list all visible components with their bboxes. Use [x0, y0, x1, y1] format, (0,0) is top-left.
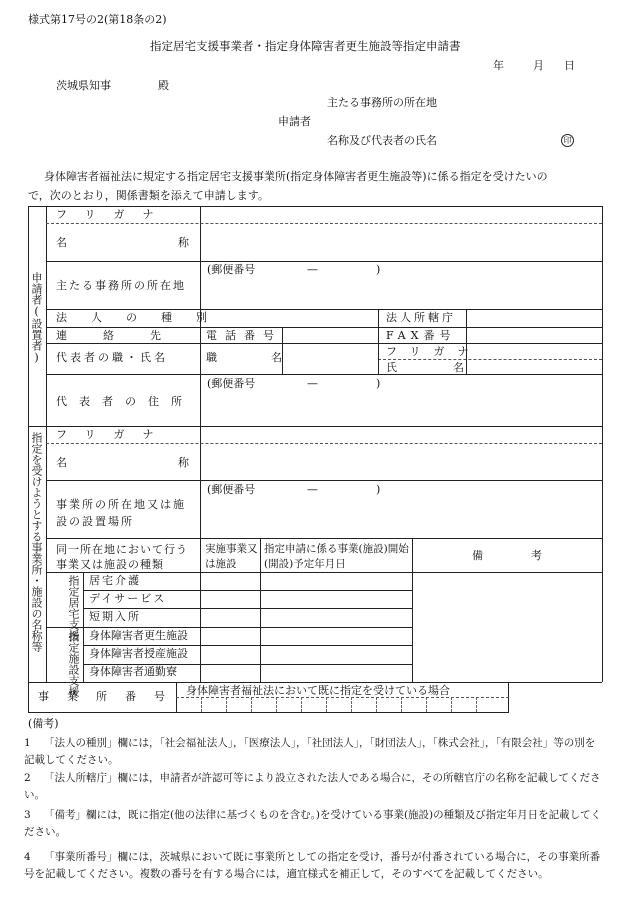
facility-furigana-label: フリガナ	[56, 428, 172, 441]
furigana-label: フリガナ	[56, 208, 172, 221]
facility-item-1: 身体障害者更生施設	[89, 629, 188, 642]
corp-authority-label: 法人所轄庁	[386, 311, 456, 324]
intro-line-2: で，次のとおり，関係書類を添えて申請します。	[28, 189, 269, 202]
rep-title-name-label: 代表者の職・氏名	[56, 351, 168, 364]
postal-close-2: )	[376, 377, 381, 390]
postal-dash-2: —	[307, 377, 318, 390]
notes-heading: (備考)	[28, 717, 59, 730]
note-2-number: 2	[24, 772, 31, 784]
home-item-3: 短期入所	[89, 610, 141, 623]
contact-label: 連絡先	[56, 329, 197, 342]
category-home: 指定居宅支援	[67, 575, 80, 641]
already-designated-label: 身体障害者福祉法において既に指定を受けている場合	[186, 684, 450, 697]
corp-type-label: 法人の種別	[56, 311, 231, 324]
note-4-number: 4	[24, 851, 31, 863]
note-1: 1 「法人の種別」欄には，「社会福祉法人」，「医療法人」，「社団法人」，「財団法人」，「株式会社」，「有限会社」等の別を記載してください。	[24, 737, 596, 766]
remarks-label: 備考	[472, 549, 590, 562]
postal-close-1: )	[376, 263, 381, 276]
facility-name-label: 名称	[56, 456, 300, 469]
rep-address-label: 代表者の住所	[56, 395, 194, 408]
tel-label: 電話番号	[206, 329, 282, 342]
same-location-label: 同一所在地において行う事業又は施設の種類	[56, 543, 188, 571]
name-label: 名称	[56, 236, 300, 249]
date-year: 年	[493, 59, 504, 72]
main-office-label: 主たる事務所の所在地	[56, 279, 186, 292]
postal-dash-3: —	[307, 483, 318, 496]
fax-label: FAX番号	[386, 329, 456, 342]
honorific: 殿	[158, 79, 169, 92]
note-3: 3 「備考」欄には，既に指定(他の法律に基づくものを含む。)を受けている事業(施設)の種類及び指定年月日を記載してください。	[24, 809, 602, 838]
postal-dash-1: —	[307, 263, 318, 276]
postal-close-3: )	[376, 483, 381, 496]
postal-label-2: (郵便番号	[207, 377, 256, 390]
furigana-label-2: フリガナ	[386, 345, 482, 358]
note-1-number: 1	[24, 737, 31, 749]
facility-item-3: 身体障害者通勤寮	[89, 665, 177, 678]
note-3-number: 3	[24, 809, 31, 821]
applicant-name-label: 名称及び代表者の氏名	[327, 134, 437, 147]
home-item-1: 居宅介護	[89, 574, 141, 587]
group-facility: 指定を受けようとする事業所・施設の名称等	[30, 432, 43, 652]
position-label: 職名	[206, 351, 336, 364]
postal-label-3: (郵便番号	[207, 483, 256, 496]
home-item-2: デイサービス	[89, 592, 167, 605]
note-2: 2 「法人所轄庁」欄には，申請者が許認可等により設立された法人である場合に，その所轄官庁の名称を記載してください。	[24, 772, 601, 801]
start-date-label: 指定申請に係る事業(施設)開始(開設)予定年月日	[264, 543, 409, 570]
facility-item-2: 身体障害者授産施設	[89, 647, 188, 660]
implemented-label: 実施事業又は施設	[205, 543, 258, 570]
category-facility: 指定施設支援	[67, 631, 80, 697]
addressee: 茨城県知事	[56, 79, 111, 92]
postal-label-1: (郵便番号	[207, 263, 256, 276]
applicant-label: 申請者	[278, 115, 311, 128]
form-title: 指定居宅支援事業者・指定身体障害者更生施設等指定申請書	[150, 39, 461, 53]
date-day: 日	[564, 59, 575, 72]
office-number-label: 事業所番号	[38, 690, 183, 703]
date-month: 月	[533, 59, 544, 72]
form-number: 様式第17号の2(第18条の2)	[28, 13, 167, 26]
group-applicant: 申請者(設置者)	[30, 272, 43, 364]
intro-line-1: 身体障害者福祉法に規定する指定居宅支援事業所(指定身体障害者更生施設等)に係る指定を受けたいの	[44, 170, 548, 183]
seal-mark: 印	[561, 134, 574, 147]
applicant-address-label: 主たる事務所の所在地	[327, 96, 437, 109]
fullname-label: 氏名	[386, 361, 520, 374]
office-location-label: 事業所の所在地又は施設の設置場所	[56, 498, 186, 528]
note-4: 4 「事業所番号」欄には，茨城県において既に事業所としての指定を受け，番号が付番されている場合に，その事業所番号を記載してください。複数の番号を有する場合には，適宜様式を補正して，そのすべてを記載してください。	[24, 851, 601, 880]
